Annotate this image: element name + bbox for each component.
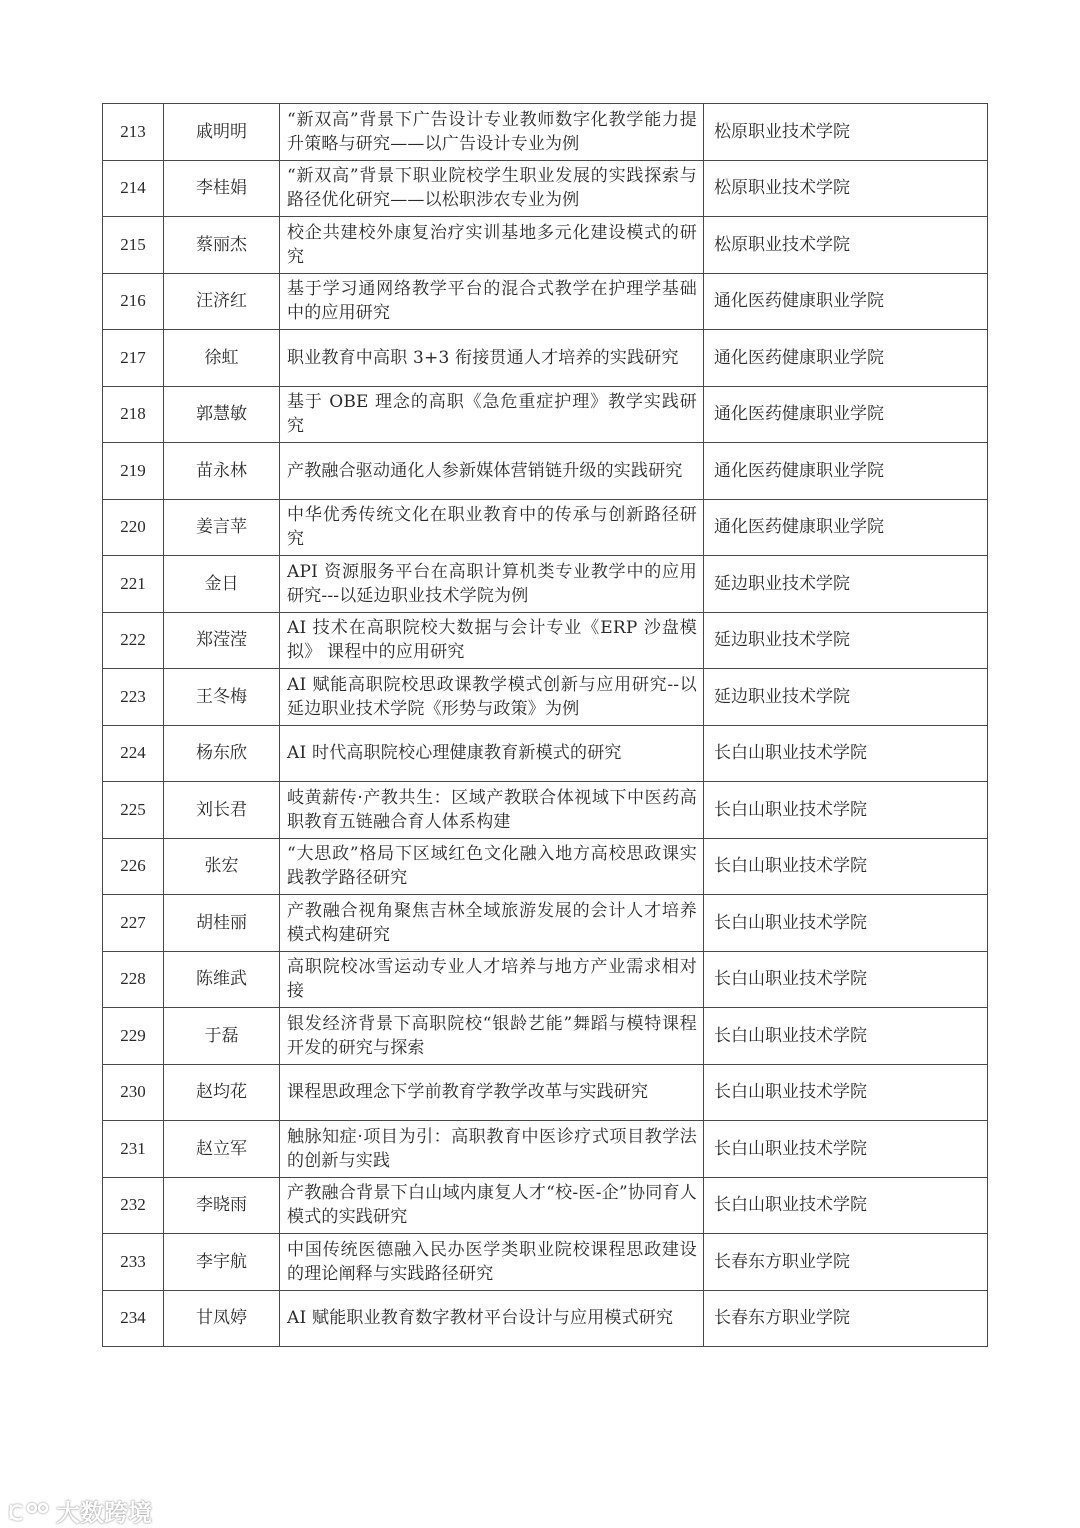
project-title: “大思政”格局下区域红色文化融入地方高校思政课实践教学路径研究 [280,838,704,895]
institution-name: 长白山职业技术学院 [704,838,988,895]
table-row [103,499,988,556]
person-name: 胡桂丽 [164,895,280,952]
institution-name: 长白山职业技术学院 [704,1121,988,1178]
row-number: 225 [103,782,164,839]
project-title: AI 时代高职院校心理健康教育新模式的研究 [280,725,704,782]
row-number: 218 [103,386,164,443]
table-body [103,104,988,1347]
table-row [103,1177,988,1234]
project-title: AI 技术在高职院校大数据与会计专业《ERP 沙盘模拟》 课程中的应用研究 [280,612,704,669]
person-name: 姜言苹 [164,499,280,556]
person-name: 赵立军 [164,1121,280,1178]
table-row [103,782,988,839]
project-title: “新双高”背景下职业院校学生职业发展的实践探索与路径优化研究——以松职涉农专业为例 [280,160,704,217]
row-number: 229 [103,1008,164,1065]
table-row [103,1064,988,1121]
person-name: 甘凤婷 [164,1290,280,1347]
table-row [103,1121,988,1178]
row-number: 234 [103,1290,164,1347]
row-number: 230 [103,1064,164,1121]
project-title: 基于学习通网络教学平台的混合式教学在护理学基础中的应用研究 [280,273,704,330]
institution-name: 长白山职业技术学院 [704,951,988,1008]
row-number: 221 [103,556,164,613]
table-row [103,1234,988,1291]
project-title: API 资源服务平台在高职计算机类专业教学中的应用研究---以延边职业技术学院为例 [280,556,704,613]
project-title: 职业教育中高职 3+3 衔接贯通人才培养的实践研究 [280,330,704,387]
institution-name: 松原职业技术学院 [704,160,988,217]
row-number: 219 [103,443,164,500]
person-name: 李桂娟 [164,160,280,217]
person-name: 刘长君 [164,782,280,839]
project-title: 产教融合视角聚焦吉林全域旅游发展的会计人才培养模式构建研究 [280,895,704,952]
project-title: 岐黄薪传·产教共生：区域产教联合体视域下中医药高职教育五链融合育人体系构建 [280,782,704,839]
person-name: 李宇航 [164,1234,280,1291]
person-name: 郭慧敏 [164,386,280,443]
institution-name: 长白山职业技术学院 [704,725,988,782]
row-number: 232 [103,1177,164,1234]
watermark-text: 大数跨境 [56,1499,152,1527]
institution-name: 通化医药健康职业学院 [704,386,988,443]
row-number: 214 [103,160,164,217]
row-number: 215 [103,217,164,274]
institution-name: 长白山职业技术学院 [704,1008,988,1065]
table-row [103,895,988,952]
person-name: 苗永林 [164,443,280,500]
person-name: 杨东欣 [164,725,280,782]
institution-name: 长白山职业技术学院 [704,895,988,952]
table-row [103,273,988,330]
institution-name: 通化医药健康职业学院 [704,273,988,330]
table-row [103,951,988,1008]
row-number: 227 [103,895,164,952]
table-row [103,725,988,782]
institution-name: 通化医药健康职业学院 [704,499,988,556]
institution-name: 延边职业技术学院 [704,612,988,669]
project-title: 产教融合驱动通化人参新媒体营销链升级的实践研究 [280,443,704,500]
row-number: 231 [103,1121,164,1178]
table-row [103,838,988,895]
project-title: 产教融合背景下白山域内康复人才“校-医-企”协同育人模式的实践研究 [280,1177,704,1234]
table-row [103,1008,988,1065]
row-number: 224 [103,725,164,782]
person-name: 陈维武 [164,951,280,1008]
project-title: 校企共建校外康复治疗实训基地多元化建设模式的研究 [280,217,704,274]
row-number: 217 [103,330,164,387]
institution-name: 通化医药健康职业学院 [704,330,988,387]
table-row [103,612,988,669]
row-number: 220 [103,499,164,556]
project-title: AI 赋能职业教育数字教材平台设计与应用模式研究 [280,1290,704,1347]
project-title: 课程思政理念下学前教育学教学改革与实践研究 [280,1064,704,1121]
person-name: 张宏 [164,838,280,895]
row-number: 213 [103,104,164,161]
person-name: 王冬梅 [164,669,280,726]
table-row [103,1290,988,1347]
person-name: 郑滢滢 [164,612,280,669]
project-title: 中华优秀传统文化在职业教育中的传承与创新路径研究 [280,499,704,556]
table-row [103,104,988,161]
project-title: 中国传统医德融入民办医学类职业院校课程思政建设的理论阐释与实践路径研究 [280,1234,704,1291]
table-row [103,386,988,443]
person-name: 于磊 [164,1008,280,1065]
project-title: 银发经济背景下高职院校“银龄艺能”舞蹈与模特课程开发的研究与探索 [280,1008,704,1065]
person-name: 徐虹 [164,330,280,387]
table-row [103,556,988,613]
person-name: 戚明明 [164,104,280,161]
row-number: 233 [103,1234,164,1291]
project-title: AI 赋能高职院校思政课教学模式创新与应用研究--以延边职业技术学院《形势与政策》为例 [280,669,704,726]
institution-name: 延边职业技术学院 [704,669,988,726]
table-row [103,330,988,387]
project-title: “新双高”背景下广告设计专业教师数字化教学能力提升策略与研究——以广告设计专业为例 [280,104,704,161]
row-number: 228 [103,951,164,1008]
institution-name: 长春东方职业学院 [704,1234,988,1291]
project-title: 高职院校冰雪运动专业人才培养与地方产业需求相对接 [280,951,704,1008]
table-row [103,443,988,500]
table-row [103,669,988,726]
brand-logo-icon [8,1499,52,1523]
row-number: 222 [103,612,164,669]
person-name: 赵均花 [164,1064,280,1121]
watermark [8,1493,152,1528]
institution-name: 松原职业技术学院 [704,217,988,274]
person-name: 金日 [164,556,280,613]
institution-name: 通化医药健康职业学院 [704,443,988,500]
institution-name: 长白山职业技术学院 [704,1177,988,1234]
project-list-table [102,103,988,1347]
institution-name: 长白山职业技术学院 [704,1064,988,1121]
row-number: 223 [103,669,164,726]
person-name: 蔡丽杰 [164,217,280,274]
person-name: 李晓雨 [164,1177,280,1234]
person-name: 汪济红 [164,273,280,330]
project-title: 触脉知症·项目为引：高职教育中医诊疗式项目教学法的创新与实践 [280,1121,704,1178]
institution-name: 长白山职业技术学院 [704,782,988,839]
institution-name: 松原职业技术学院 [704,104,988,161]
table-row [103,160,988,217]
table-row [103,217,988,274]
project-title: 基于 OBE 理念的高职《急危重症护理》教学实践研究 [280,386,704,443]
row-number: 216 [103,273,164,330]
row-number: 226 [103,838,164,895]
institution-name: 延边职业技术学院 [704,556,988,613]
institution-name: 长春东方职业学院 [704,1290,988,1347]
